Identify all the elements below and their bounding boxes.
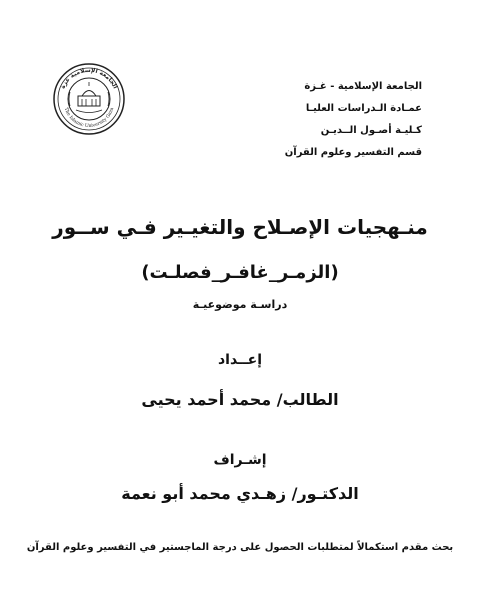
supervisor-name: الدكتـور/ زهـدي محمد أبو نعمة	[121, 484, 359, 503]
seal-arabic-text: الجامعة الإسلامية غزة	[59, 66, 119, 90]
supervision-label: إشـراف	[213, 452, 267, 468]
university-name: الجامعة الإسلامية - غـزة	[304, 81, 422, 92]
study-type: دراسـة موضوعيـة	[192, 298, 288, 311]
student-name: الطالب/ محمد أحمد يحيى	[141, 390, 339, 409]
thesis-title: منـهجيات الإصـلاح والتغيـير فـي ســور	[52, 215, 428, 239]
faculty-name: كـليـة أصـول الــديـن	[320, 125, 422, 136]
institution-block	[232, 76, 422, 164]
seal-english-text: The Islamic University Gaza	[62, 107, 116, 130]
thesis-subtitle: (الزمـر_غافـر_فصلـت)	[141, 262, 339, 283]
deanship-name: عمـادة الـدراسات العليـا	[305, 103, 422, 114]
department-name: قسم التفسير وعلوم القرآن	[284, 147, 422, 158]
university-seal-icon	[52, 62, 126, 136]
prepared-by-label: إعــداد	[217, 352, 262, 368]
degree-note: بحث مقدم استكمالاً لمتطلبات الحصول على درجة الماجستير في التفسير وعلوم القرآن	[26, 542, 454, 553]
